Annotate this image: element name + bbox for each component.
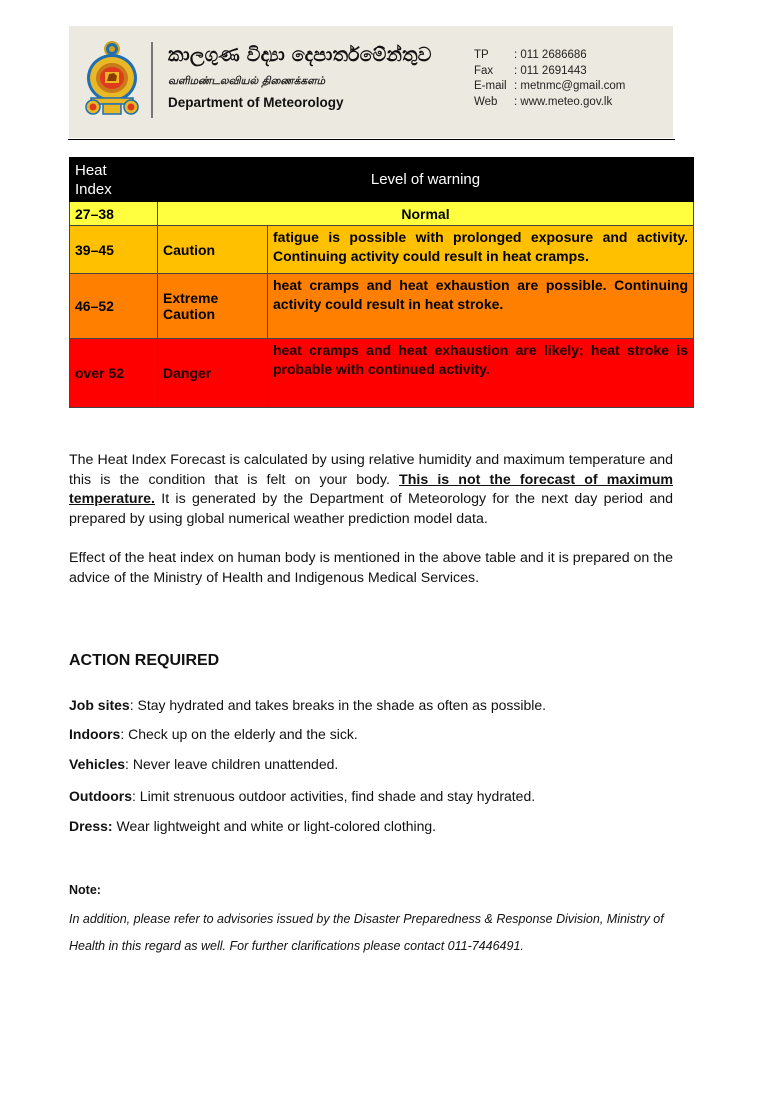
action-text: Wear lightweight and white or light-colored clothing. (116, 818, 437, 834)
contact-web (474, 95, 625, 111)
action-item-dress (69, 818, 436, 834)
level-text: Extreme (163, 290, 219, 306)
action-text: Stay hydrated and takes breaks in the shade as often as possible. (137, 697, 547, 713)
paragraph-text: The Heat Index Forecast is calculated by using relative humidity and maximum temperature and this is the condition that is felt on your body. (69, 452, 673, 488)
contact-label: Fax (474, 64, 494, 77)
emphasis-text: This is not the forecast of maximum temperature. (69, 471, 674, 507)
paragraph-heat-index-forecast (69, 451, 673, 529)
header-text: Index (75, 181, 112, 198)
contact-value[interactable]: : www.meteo.gov.lk (514, 95, 613, 108)
range-cell: 46–52 (70, 274, 158, 339)
contact-value: : 011 2691443 (514, 64, 587, 77)
action-sep: : (120, 726, 129, 742)
contact-value[interactable]: : metnmc@gmail.com (514, 80, 626, 92)
contact-email (474, 79, 625, 95)
action-text: Never leave children unattended. (132, 756, 339, 772)
paragraph-text: It is generated by the Department of Meteorology for the next day period and prepared by using global numerical weather prediction model data. (69, 491, 673, 527)
level-cell: Normal (158, 202, 694, 226)
action-item-vehicles (69, 756, 338, 772)
department-title-sinhala: කාලගුණ විද්‍යා දෙපාර්තමේන්තුව (168, 44, 432, 66)
description-cell: heat cramps and heat exhaustion are likely; heat stroke is probable with continued activity. (268, 339, 694, 408)
paragraph-effect: Effect of the heat index on human body is mentioned in the above table and it is prepared on the advice of the Ministry of Health and Indigenous Medical Services. (69, 550, 673, 586)
department-title-tamil: வளிமண்டலவியல் திணைக்களம் (168, 75, 326, 87)
contact-label: Web (474, 95, 498, 108)
table-row-caution (70, 226, 694, 274)
level-cell: Caution (158, 226, 268, 274)
action-label: Indoors (69, 726, 121, 742)
note-label: Note: (69, 883, 101, 897)
action-item-indoors (69, 726, 358, 742)
level-cell (158, 274, 268, 339)
range-cell: 27–38 (70, 202, 158, 226)
range-cell: 39–45 (70, 226, 158, 274)
action-sep: : (132, 788, 140, 804)
action-label: Outdoors (69, 788, 132, 804)
action-item-outdoors (69, 788, 535, 804)
contact-label: E-mail (474, 80, 507, 92)
header-heat-index (70, 158, 158, 202)
letterhead-divider (151, 42, 153, 118)
level-text: Caution (163, 306, 216, 322)
table-row-extreme-caution (70, 274, 694, 339)
level-cell: Danger (158, 339, 268, 408)
action-sep: : (129, 697, 138, 713)
table-row-normal (70, 202, 694, 226)
action-text: Check up on the elderly and the sick. (128, 726, 358, 742)
action-item-job-sites (69, 697, 546, 713)
table-row-danger (70, 339, 694, 408)
action-label: Dress: (69, 818, 113, 834)
action-sep: : (125, 756, 133, 772)
contact-value: : 011 2686686 (514, 49, 587, 61)
contact-phone (474, 48, 625, 64)
table-header-row (70, 158, 694, 202)
header-text: Heat (75, 162, 107, 179)
range-cell: over 52 (70, 339, 158, 408)
department-title-english: Department of Meteorology (168, 95, 344, 110)
action-label: Vehicles (69, 756, 126, 772)
heat-index-table (69, 157, 694, 408)
action-text: Limit strenuous outdoor activities, find shade and stay hydrated. (139, 788, 536, 804)
sri-lanka-emblem-icon (83, 40, 141, 118)
letterhead (69, 26, 673, 138)
action-label: Job sites (69, 697, 130, 713)
description-cell: heat cramps and heat exhaustion are possible. Continuing activity could result in heat stroke. (268, 274, 694, 339)
contact-block (474, 48, 625, 110)
header-level-of-warning: Level of warning (158, 158, 694, 202)
letterhead-rule (68, 139, 675, 140)
contact-label: TP (474, 49, 489, 61)
contact-fax (474, 64, 625, 80)
note-text: In addition, please refer to advisories issued by the Disaster Preparedness & Response Division, Ministry of Health in this regard as well. For further clarifications please contact 011-7446491. (69, 912, 664, 953)
description-cell: fatigue is possible with prolonged exposure and activity. Continuing activity could result in heat cramps. (268, 226, 694, 274)
action-required-heading: ACTION REQUIRED (69, 652, 220, 669)
